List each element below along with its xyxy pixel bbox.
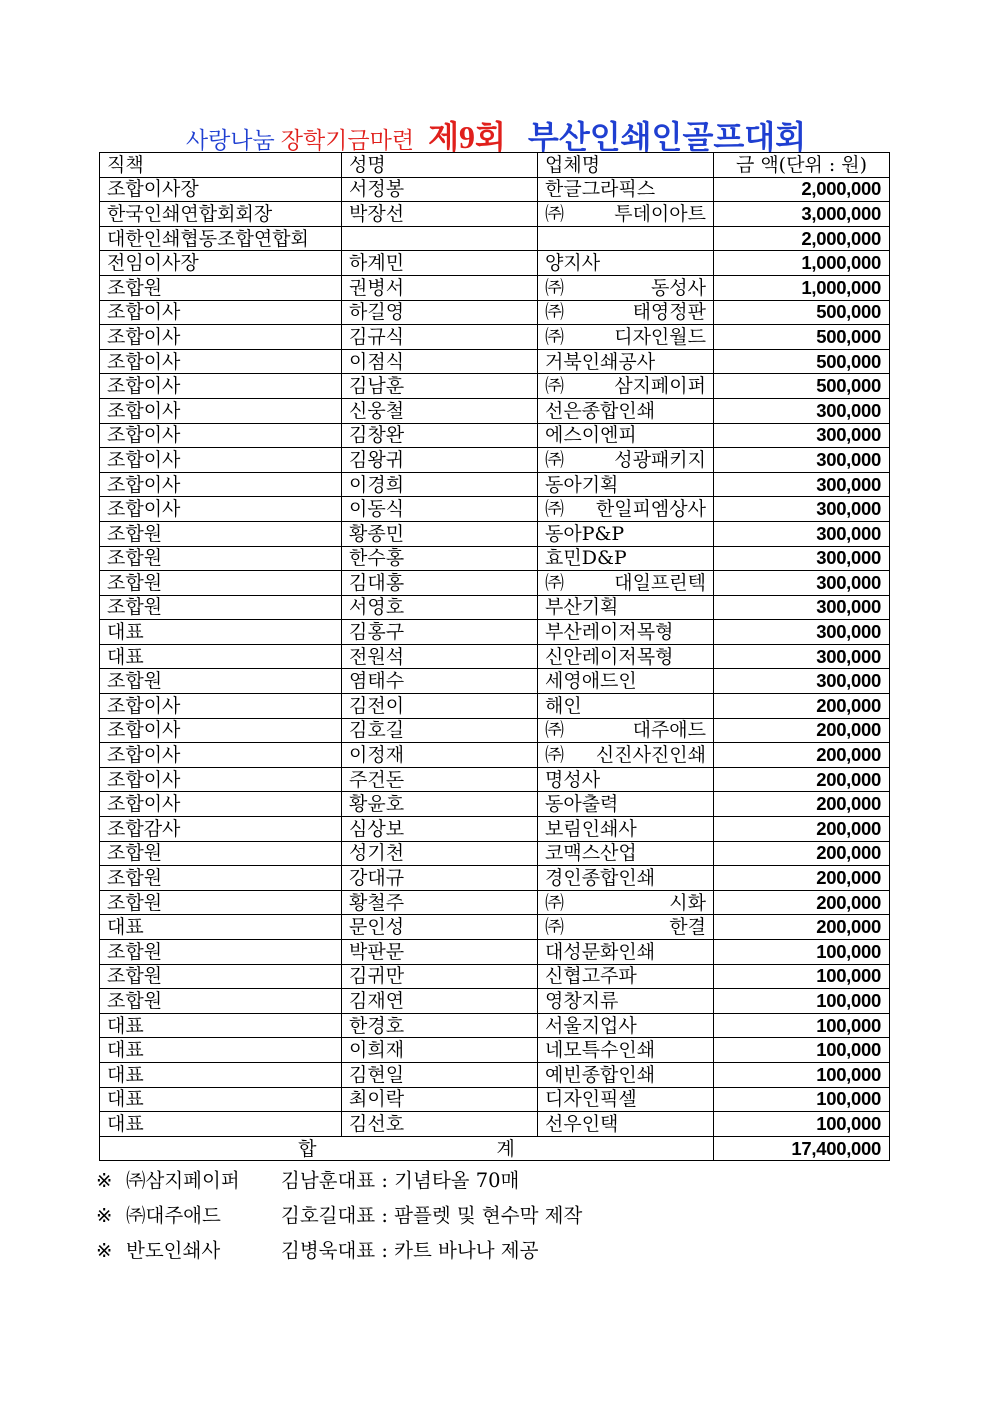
name-cell: 이동식 bbox=[342, 497, 538, 522]
amount-cell: 1,000,000 bbox=[714, 275, 890, 300]
position-cell: 조합이사 bbox=[100, 448, 342, 473]
company-cell: 대성문화인쇄 bbox=[538, 940, 714, 965]
table-row bbox=[100, 546, 890, 571]
amount-cell: 500,000 bbox=[714, 300, 890, 325]
company-cell: ㈜성광패키지 bbox=[538, 448, 714, 473]
amount-cell: 300,000 bbox=[714, 644, 890, 669]
name-cell: 염태수 bbox=[342, 669, 538, 694]
title-part-3 bbox=[428, 118, 506, 156]
position-cell: 조합이사 bbox=[100, 497, 342, 522]
table-row bbox=[100, 472, 890, 497]
name-cell bbox=[342, 226, 538, 251]
table-row bbox=[100, 275, 890, 300]
amount-cell: 1,000,000 bbox=[714, 251, 890, 276]
position-cell: 조합이사 bbox=[100, 718, 342, 743]
company-cell: 에스이엔피 bbox=[538, 423, 714, 448]
table-row bbox=[100, 890, 890, 915]
company-cell: 동아출력 bbox=[538, 792, 714, 817]
amount-cell: 200,000 bbox=[714, 718, 890, 743]
name-cell: 심상보 bbox=[342, 817, 538, 842]
note-text: 김병욱대표 : 카트 바나나 제공 bbox=[281, 1239, 539, 1262]
table-row bbox=[100, 620, 890, 645]
table-row bbox=[100, 497, 890, 522]
position-cell: 조합원 bbox=[100, 521, 342, 546]
company-cell: 선은종합인쇄 bbox=[538, 398, 714, 423]
table-row bbox=[100, 964, 890, 989]
name-cell: 이점식 bbox=[342, 349, 538, 374]
table-row bbox=[100, 694, 890, 719]
position-cell: 조합감사 bbox=[100, 817, 342, 842]
amount-cell: 300,000 bbox=[714, 620, 890, 645]
amount-cell: 300,000 bbox=[714, 398, 890, 423]
position-cell: 한국인쇄연합회회장 bbox=[100, 202, 342, 227]
donation-table bbox=[99, 152, 890, 1161]
table-row bbox=[100, 398, 890, 423]
company-cell bbox=[538, 226, 714, 251]
name-cell: 김호길 bbox=[342, 718, 538, 743]
position-cell: 대표 bbox=[100, 644, 342, 669]
table-header-row bbox=[100, 153, 890, 178]
amount-cell: 200,000 bbox=[714, 694, 890, 719]
note-company: 반도인쇄사 bbox=[126, 1239, 221, 1262]
company-cell: 한글그라픽스 bbox=[538, 177, 714, 202]
table-row bbox=[100, 767, 890, 792]
note-mark: ※ bbox=[96, 1204, 113, 1227]
table-row bbox=[100, 669, 890, 694]
position-cell: 조합원 bbox=[100, 595, 342, 620]
table-row bbox=[100, 349, 890, 374]
note-line bbox=[96, 1201, 582, 1236]
position-cell: 대표 bbox=[100, 1062, 342, 1087]
total-row bbox=[100, 1136, 890, 1161]
table-row bbox=[100, 866, 890, 891]
company-cell: 신협고주파 bbox=[538, 964, 714, 989]
note-text: 김호길대표 : 팜플렛 및 현수막 제작 bbox=[281, 1204, 583, 1227]
company-cell: ㈜대일프린텍 bbox=[538, 571, 714, 596]
position-cell: 조합이사 bbox=[100, 792, 342, 817]
position-cell: 조합원 bbox=[100, 275, 342, 300]
table-row bbox=[100, 1112, 890, 1137]
name-cell: 김창완 bbox=[342, 423, 538, 448]
table-row bbox=[100, 1062, 890, 1087]
company-cell: 명성사 bbox=[538, 767, 714, 792]
note-company: ㈜삼지페이퍼 bbox=[126, 1169, 240, 1192]
table-row bbox=[100, 177, 890, 202]
position-cell: 조합이사 bbox=[100, 300, 342, 325]
amount-cell: 300,000 bbox=[714, 595, 890, 620]
company-cell: 부산기획 bbox=[538, 595, 714, 620]
name-cell: 황윤호 bbox=[342, 792, 538, 817]
notes-section bbox=[96, 1166, 582, 1271]
amount-cell: 200,000 bbox=[714, 841, 890, 866]
name-cell: 서정봉 bbox=[342, 177, 538, 202]
table-row bbox=[100, 915, 890, 940]
company-cell: 서울지업사 bbox=[538, 1013, 714, 1038]
company-cell: ㈜투데이아트 bbox=[538, 202, 714, 227]
amount-cell: 300,000 bbox=[714, 546, 890, 571]
name-cell: 황철주 bbox=[342, 890, 538, 915]
company-cell: 동아P&P bbox=[538, 521, 714, 546]
table-row bbox=[100, 300, 890, 325]
title-part-1: 사랑나눔 bbox=[185, 128, 275, 154]
position-cell: 대표 bbox=[100, 1112, 342, 1137]
position-cell: 조합원 bbox=[100, 989, 342, 1014]
company-cell: 보림인쇄사 bbox=[538, 817, 714, 842]
company-cell: ㈜동성사 bbox=[538, 275, 714, 300]
name-cell: 김대홍 bbox=[342, 571, 538, 596]
company-cell: 영창지류 bbox=[538, 989, 714, 1014]
name-cell: 한수홍 bbox=[342, 546, 538, 571]
position-cell: 조합이사 bbox=[100, 398, 342, 423]
amount-cell: 100,000 bbox=[714, 1013, 890, 1038]
position-cell: 조합이사 bbox=[100, 472, 342, 497]
table-row bbox=[100, 1013, 890, 1038]
header-company: 업체명 bbox=[538, 153, 714, 178]
company-cell: 예빈종합인쇄 bbox=[538, 1062, 714, 1087]
total-label bbox=[100, 1136, 714, 1161]
company-cell: 거북인쇄공사 bbox=[538, 349, 714, 374]
table-row bbox=[100, 374, 890, 399]
name-cell: 김귀만 bbox=[342, 964, 538, 989]
position-cell: 조합이사 bbox=[100, 767, 342, 792]
name-cell: 김남훈 bbox=[342, 374, 538, 399]
total-label-text: 합계 bbox=[298, 1137, 695, 1160]
company-cell: 네모특수인쇄 bbox=[538, 1038, 714, 1063]
title-number: 9 bbox=[458, 119, 475, 155]
position-cell: 조합원 bbox=[100, 546, 342, 571]
company-cell: 코맥스산업 bbox=[538, 841, 714, 866]
table-row bbox=[100, 841, 890, 866]
header-name: 성명 bbox=[342, 153, 538, 178]
position-cell: 조합이사 bbox=[100, 694, 342, 719]
company-cell: 양지사 bbox=[538, 251, 714, 276]
amount-cell: 3,000,000 bbox=[714, 202, 890, 227]
amount-cell: 300,000 bbox=[714, 448, 890, 473]
company-cell: ㈜신진사진인쇄 bbox=[538, 743, 714, 768]
amount-cell: 500,000 bbox=[714, 349, 890, 374]
name-cell: 김재연 bbox=[342, 989, 538, 1014]
name-cell: 문인성 bbox=[342, 915, 538, 940]
position-cell: 대표 bbox=[100, 1087, 342, 1112]
table-row bbox=[100, 448, 890, 473]
amount-cell: 500,000 bbox=[714, 374, 890, 399]
note-line bbox=[96, 1236, 582, 1271]
table-row bbox=[100, 202, 890, 227]
amount-cell: 100,000 bbox=[714, 1062, 890, 1087]
company-cell: 선우인택 bbox=[538, 1112, 714, 1137]
amount-cell: 200,000 bbox=[714, 767, 890, 792]
amount-cell: 300,000 bbox=[714, 669, 890, 694]
table-row bbox=[100, 817, 890, 842]
amount-cell: 100,000 bbox=[714, 989, 890, 1014]
table-row bbox=[100, 521, 890, 546]
company-cell: ㈜시화 bbox=[538, 890, 714, 915]
position-cell: 조합이사 bbox=[100, 325, 342, 350]
table-row bbox=[100, 1087, 890, 1112]
position-cell: 대표 bbox=[100, 620, 342, 645]
table-row bbox=[100, 325, 890, 350]
name-cell: 주건돈 bbox=[342, 767, 538, 792]
company-cell: ㈜한일피엠상사 bbox=[538, 497, 714, 522]
name-cell: 황종민 bbox=[342, 521, 538, 546]
company-cell: ㈜디자인월드 bbox=[538, 325, 714, 350]
company-cell: 해인 bbox=[538, 694, 714, 719]
name-cell: 이희재 bbox=[342, 1038, 538, 1063]
name-cell: 최이락 bbox=[342, 1087, 538, 1112]
header-amount: 금 액(단위 : 원) bbox=[714, 153, 890, 178]
position-cell: 조합이사 bbox=[100, 743, 342, 768]
name-cell: 성기천 bbox=[342, 841, 538, 866]
position-cell: 조합원 bbox=[100, 890, 342, 915]
table-row bbox=[100, 792, 890, 817]
amount-cell: 200,000 bbox=[714, 915, 890, 940]
note-mark: ※ bbox=[96, 1169, 113, 1192]
amount-cell: 200,000 bbox=[714, 866, 890, 891]
table-row bbox=[100, 743, 890, 768]
note-mark: ※ bbox=[96, 1239, 113, 1262]
amount-cell: 2,000,000 bbox=[714, 177, 890, 202]
position-cell: 대표 bbox=[100, 915, 342, 940]
amount-cell: 200,000 bbox=[714, 817, 890, 842]
company-cell: 세영애드인 bbox=[538, 669, 714, 694]
name-cell: 한경호 bbox=[342, 1013, 538, 1038]
amount-cell: 300,000 bbox=[714, 571, 890, 596]
name-cell: 하계민 bbox=[342, 251, 538, 276]
amount-cell: 300,000 bbox=[714, 497, 890, 522]
position-cell: 대한인쇄협동조합연합회 bbox=[100, 226, 342, 251]
title-part-2: 장학기금마련 bbox=[280, 128, 415, 154]
amount-cell: 300,000 bbox=[714, 472, 890, 497]
amount-cell: 500,000 bbox=[714, 325, 890, 350]
name-cell: 이경희 bbox=[342, 472, 538, 497]
amount-cell: 100,000 bbox=[714, 1087, 890, 1112]
table-row bbox=[100, 595, 890, 620]
name-cell: 박장선 bbox=[342, 202, 538, 227]
name-cell: 김전이 bbox=[342, 694, 538, 719]
table-row bbox=[100, 1038, 890, 1063]
table-row bbox=[100, 571, 890, 596]
table-row bbox=[100, 423, 890, 448]
amount-cell: 200,000 bbox=[714, 890, 890, 915]
position-cell: 전임이사장 bbox=[100, 251, 342, 276]
company-cell: 동아기획 bbox=[538, 472, 714, 497]
company-cell: ㈜한결 bbox=[538, 915, 714, 940]
table-row bbox=[100, 226, 890, 251]
company-cell: 경인종합인쇄 bbox=[538, 866, 714, 891]
name-cell: 김왕귀 bbox=[342, 448, 538, 473]
table-row bbox=[100, 644, 890, 669]
title-suffix: 회 bbox=[474, 118, 506, 156]
amount-cell: 100,000 bbox=[714, 940, 890, 965]
amount-cell: 300,000 bbox=[714, 521, 890, 546]
name-cell: 김홍구 bbox=[342, 620, 538, 645]
name-cell: 하길영 bbox=[342, 300, 538, 325]
amount-cell: 2,000,000 bbox=[714, 226, 890, 251]
name-cell: 권병서 bbox=[342, 275, 538, 300]
position-cell: 조합원 bbox=[100, 841, 342, 866]
name-cell: 김규식 bbox=[342, 325, 538, 350]
name-cell: 강대규 bbox=[342, 866, 538, 891]
company-cell: 디자인픽셀 bbox=[538, 1087, 714, 1112]
amount-cell: 200,000 bbox=[714, 743, 890, 768]
position-cell: 조합원 bbox=[100, 964, 342, 989]
position-cell: 조합원 bbox=[100, 571, 342, 596]
position-cell: 조합이사 bbox=[100, 374, 342, 399]
name-cell: 서영호 bbox=[342, 595, 538, 620]
name-cell: 전원석 bbox=[342, 644, 538, 669]
position-cell: 조합원 bbox=[100, 866, 342, 891]
company-cell: 신안레이저목형 bbox=[538, 644, 714, 669]
header-position: 직책 bbox=[100, 153, 342, 178]
table-row bbox=[100, 251, 890, 276]
amount-cell: 100,000 bbox=[714, 964, 890, 989]
title-prefix: 제 bbox=[428, 118, 459, 156]
position-cell: 조합이사 bbox=[100, 349, 342, 374]
position-cell: 대표 bbox=[100, 1013, 342, 1038]
note-text: 김남훈대표 : 기념타올 70매 bbox=[281, 1169, 520, 1192]
name-cell: 신웅철 bbox=[342, 398, 538, 423]
company-cell: ㈜태영정판 bbox=[538, 300, 714, 325]
amount-cell: 300,000 bbox=[714, 423, 890, 448]
position-cell: 조합이사장 bbox=[100, 177, 342, 202]
amount-cell: 100,000 bbox=[714, 1112, 890, 1137]
title-part-4: 부산인쇄인골프대회 bbox=[527, 118, 807, 156]
position-cell: 조합원 bbox=[100, 940, 342, 965]
position-cell: 대표 bbox=[100, 1038, 342, 1063]
amount-cell: 200,000 bbox=[714, 792, 890, 817]
company-cell: 부산레이저목형 bbox=[538, 620, 714, 645]
table-row bbox=[100, 989, 890, 1014]
name-cell: 박판문 bbox=[342, 940, 538, 965]
company-cell: ㈜대주애드 bbox=[538, 718, 714, 743]
total-amount: 17,400,000 bbox=[714, 1136, 890, 1161]
position-cell: 조합이사 bbox=[100, 423, 342, 448]
note-line bbox=[96, 1166, 582, 1201]
name-cell: 김선호 bbox=[342, 1112, 538, 1137]
table-row bbox=[100, 940, 890, 965]
position-cell: 조합원 bbox=[100, 669, 342, 694]
company-cell: 효민D&P bbox=[538, 546, 714, 571]
table-row bbox=[100, 718, 890, 743]
company-cell: ㈜삼지페이퍼 bbox=[538, 374, 714, 399]
amount-cell: 100,000 bbox=[714, 1038, 890, 1063]
note-company: ㈜대주애드 bbox=[126, 1204, 221, 1227]
name-cell: 이정재 bbox=[342, 743, 538, 768]
name-cell: 김현일 bbox=[342, 1062, 538, 1087]
